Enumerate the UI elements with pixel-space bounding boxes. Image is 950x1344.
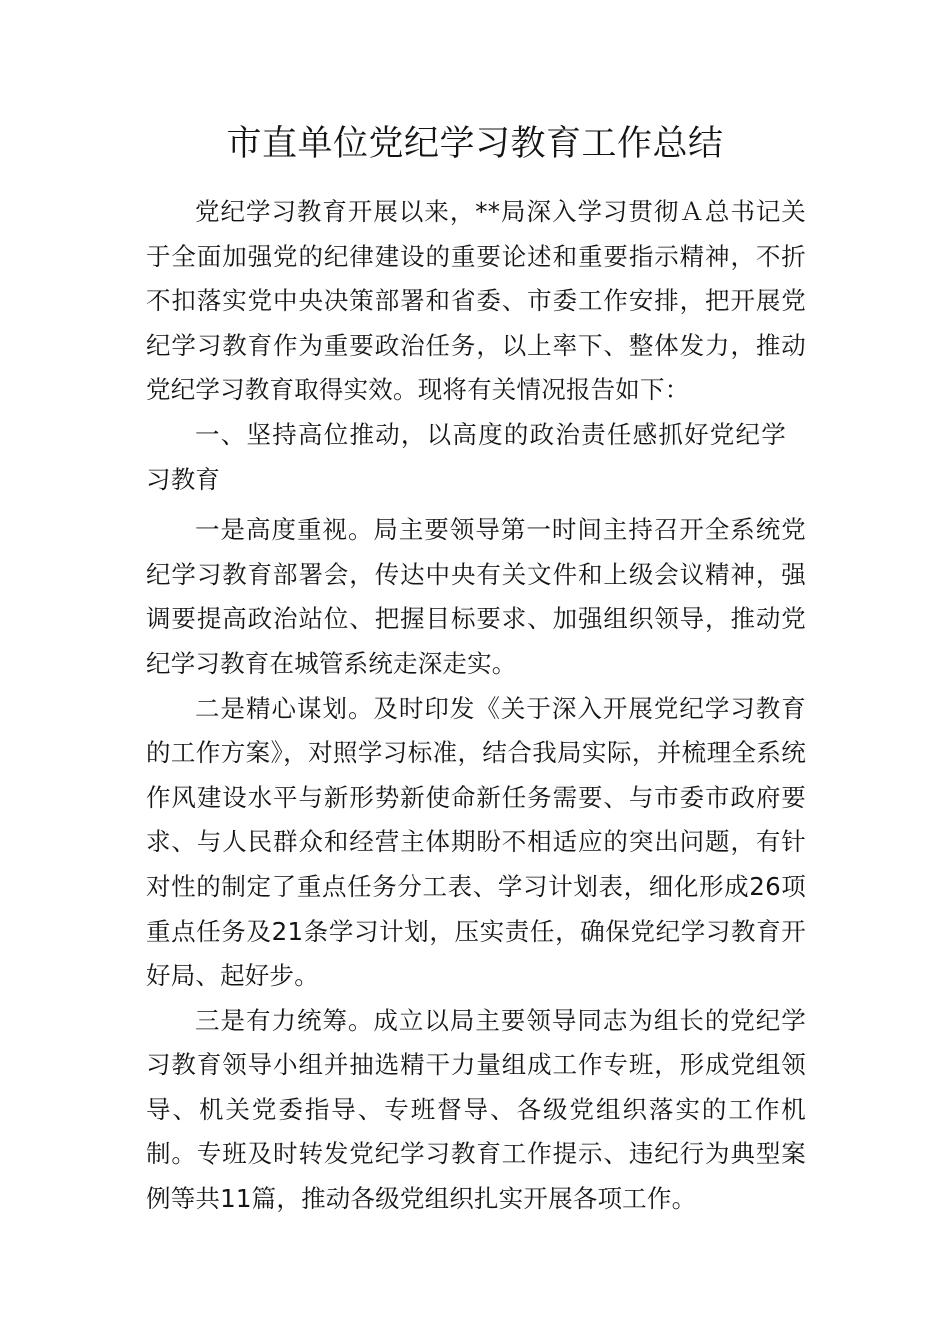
document-title: 市直单位党纪学习教育工作总结 xyxy=(226,124,724,164)
document-body xyxy=(146,190,806,1222)
paragraph-high-attention: 一是高度重视。局主要领导第一时间主持召开全系统党纪学习教育部署会，传达中央有关文件和上级会议精神，强调要提高政治站位、把握目标要求、加强组织领导，推动党纪学习教育在城管系统走深走实。 xyxy=(146,515,806,678)
intro-paragraph: 党纪学习教育开展以来，**局深入学习贯彻Ａ总书记关于全面加强党的纪律建设的重要论述和重要指示精神，不折不扣落实党中央决策部署和省委、市委工作安排，把开展党纪学习教育作为重要政治任务，以上率下、整体发力，推动党纪学习教育取得实效。现将有关情况报告如下： xyxy=(146,197,806,405)
section-heading-1: 一、坚持高位推动，以高度的政治责任感抓好党纪学习教育 xyxy=(146,419,786,494)
paragraph-careful-planning: 二是精心谋划。及时印发《关于深入开展党纪学习教育的工作方案》，对照学习标准，结合我局实际，并梳理全系统作风建设水平与新形势新使命新任务需要、与市委市政府要求、与人民群众和经营主体期盼不相适应的突出问题，有针对性的制定了重点任务分工表、学习计划表，细化形成26项重点任务及21条学习计划，压实责任，确保党纪学习教育开好局、起好步。 xyxy=(146,693,806,991)
paragraph-coordination: 三是有力统筹。成立以局主要领导同志为组长的党纪学习教育领导小组并抽选精干力量组成工作专班，形成党组领导、机关党委指导、专班督导、各级党组织落实的工作机制。专班及时转发党纪学习教育工作提示、违纪行为典型案例等共11篇，推动各级党组织扎实开展各项工作。 xyxy=(146,1005,806,1214)
